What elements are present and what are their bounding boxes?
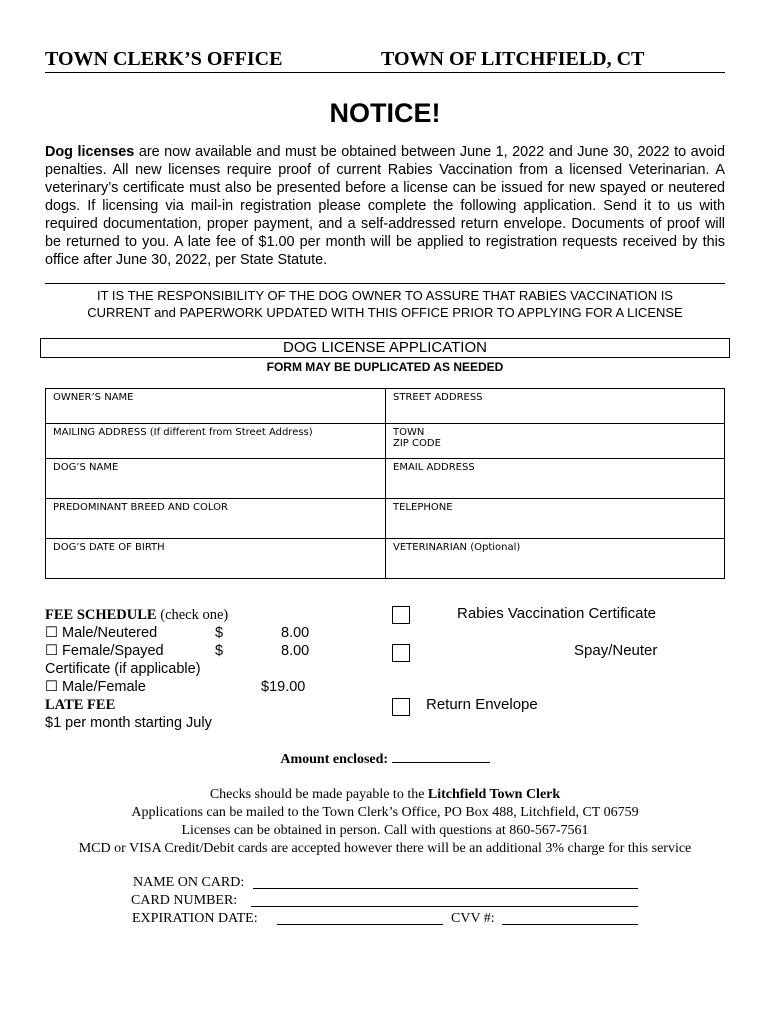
payment-info bbox=[0, 786, 770, 858]
amount-enclosed bbox=[0, 750, 770, 768]
application-subtitle: FORM MAY BE DUPLICATED AS NEEDED bbox=[266, 360, 504, 374]
checks-prefix: Checks should be made payable to the bbox=[209, 787, 428, 802]
street-address-label: STREET ADDRESS bbox=[393, 392, 483, 403]
dob-label: DOG’S DATE OF BIRTH bbox=[53, 542, 165, 553]
fee-heading-note: (check one) bbox=[156, 607, 229, 623]
male-neutered-dollar: $ bbox=[215, 625, 224, 641]
veterinarian-label: VETERINARIAN (Optional) bbox=[393, 542, 521, 553]
fee-schedule bbox=[45, 606, 375, 732]
owner-name-field[interactable] bbox=[46, 389, 386, 424]
header-left: TOWN CLERK’S OFFICE bbox=[45, 48, 283, 70]
town-zip-field[interactable] bbox=[386, 424, 725, 459]
application-title: DOG LICENSE APPLICATION bbox=[40, 338, 730, 358]
checks-payee: Litchfield Town Clerk bbox=[427, 787, 561, 802]
male-female-amount: $19.00 bbox=[261, 679, 306, 695]
email-field[interactable] bbox=[386, 459, 725, 499]
fee-option-female-spayed[interactable] bbox=[45, 642, 375, 660]
expiration-input[interactable] bbox=[277, 910, 443, 925]
notice-bold-lead: Dog licenses bbox=[45, 144, 135, 160]
breed-color-field[interactable] bbox=[46, 499, 386, 539]
telephone-label: TELEPHONE bbox=[393, 502, 453, 513]
female-spayed-amount: 8.00 bbox=[281, 643, 310, 659]
card-details bbox=[131, 874, 651, 928]
owner-name-label: OWNER’S NAME bbox=[53, 392, 134, 403]
rabies-label: Rabies Vaccination Certificate bbox=[457, 605, 656, 622]
dog-name-label: DOG’S NAME bbox=[53, 462, 119, 473]
divider bbox=[45, 283, 725, 284]
responsibility-line-2: CURRENT and PAPERWORK UPDATED WITH THIS OFFICE PRIOR TO APPLYING FOR A LICENSE bbox=[87, 304, 683, 320]
fee-heading: FEE SCHEDULE bbox=[45, 607, 157, 623]
male-female-label: ☐ Male/Female bbox=[45, 679, 146, 695]
male-neutered-amount: 8.00 bbox=[281, 625, 310, 641]
female-spayed-dollar: $ bbox=[215, 643, 224, 659]
fee-option-male-female[interactable] bbox=[45, 678, 375, 696]
town-label: TOWN bbox=[393, 427, 425, 438]
spay-neuter-checkbox[interactable] bbox=[392, 644, 410, 662]
return-envelope-checkbox[interactable] bbox=[392, 698, 410, 716]
amount-label: Amount enclosed: bbox=[280, 752, 389, 767]
spay-neuter-label: Spay/Neuter bbox=[574, 642, 658, 659]
email-label: EMAIL ADDRESS bbox=[393, 462, 475, 473]
zip-code-label: ZIP CODE bbox=[393, 438, 441, 449]
card-number-label: CARD NUMBER: bbox=[131, 893, 238, 908]
notice-title: NOTICE! bbox=[329, 98, 441, 128]
mailing-address-label: MAILING ADDRESS (If different from Street Address) bbox=[53, 427, 313, 438]
responsibility-notice bbox=[45, 288, 725, 321]
name-on-card-input[interactable] bbox=[253, 874, 638, 889]
late-fee-heading: LATE FEE bbox=[45, 697, 116, 713]
header-right: TOWN OF LITCHFIELD, CT bbox=[381, 48, 645, 70]
notice-paragraph bbox=[45, 143, 725, 269]
mailing-address-field[interactable] bbox=[46, 424, 386, 459]
telephone-field[interactable] bbox=[386, 499, 725, 539]
name-on-card-label: NAME ON CARD: bbox=[133, 875, 245, 890]
amount-input[interactable] bbox=[392, 750, 490, 763]
cvv-label: CVV #: bbox=[451, 911, 495, 926]
male-neutered-label: ☐ Male/Neutered bbox=[45, 625, 158, 641]
expiration-label: EXPIRATION DATE: bbox=[132, 911, 258, 926]
veterinarian-field[interactable] bbox=[386, 539, 725, 579]
responsibility-line-1: IT IS THE RESPONSIBILITY OF THE DOG OWNER TO ASSURE THAT RABIES VACCINATION IS bbox=[97, 288, 673, 303]
cvv-input[interactable] bbox=[502, 910, 638, 925]
late-fee-text: $1 per month starting July bbox=[45, 715, 212, 731]
card-number-input[interactable] bbox=[251, 892, 638, 907]
female-spayed-label: ☐ Female/Spayed bbox=[45, 643, 164, 659]
return-envelope-label: Return Envelope bbox=[426, 696, 538, 713]
notice-body: are now available and must be obtained between June 1, 2022 and June 30, 2022 to avoid penalties. All new licenses require proof of current Rabies Vaccination from a licensed Veterinarian. A veterinary’s certificate must also be presented before a license can be issued for new spayed or neutered dogs. If licensing via mail-in registration please complete the following application. Send it to us with required documentation, proper payment, and a self-addressed return envelope. Documents of proof will be returned to you. A late fee of $1.00 per month will be applied to registration requests received by this office after June 30, 2022, per State Statute. bbox=[45, 144, 725, 268]
certificate-note: Certificate (if applicable) bbox=[45, 661, 201, 677]
dog-name-field[interactable] bbox=[46, 459, 386, 499]
page-header bbox=[45, 48, 725, 73]
street-address-field[interactable] bbox=[386, 389, 725, 424]
rabies-checkbox[interactable] bbox=[392, 606, 410, 624]
application-form bbox=[45, 388, 725, 579]
dob-field[interactable] bbox=[46, 539, 386, 579]
person-line: Licenses can be obtained in person. Call with questions at 860-567-7561 bbox=[181, 823, 589, 838]
mail-line: Applications can be mailed to the Town Clerk’s Office, PO Box 488, Litchfield, CT 06759 bbox=[131, 805, 639, 820]
fee-option-male-neutered[interactable] bbox=[45, 624, 375, 642]
breed-color-label: PREDOMINANT BREED AND COLOR bbox=[53, 502, 228, 513]
card-line: MCD or VISA Credit/Debit cards are accepted however there will be an additional 3% charge for this service bbox=[78, 841, 692, 856]
